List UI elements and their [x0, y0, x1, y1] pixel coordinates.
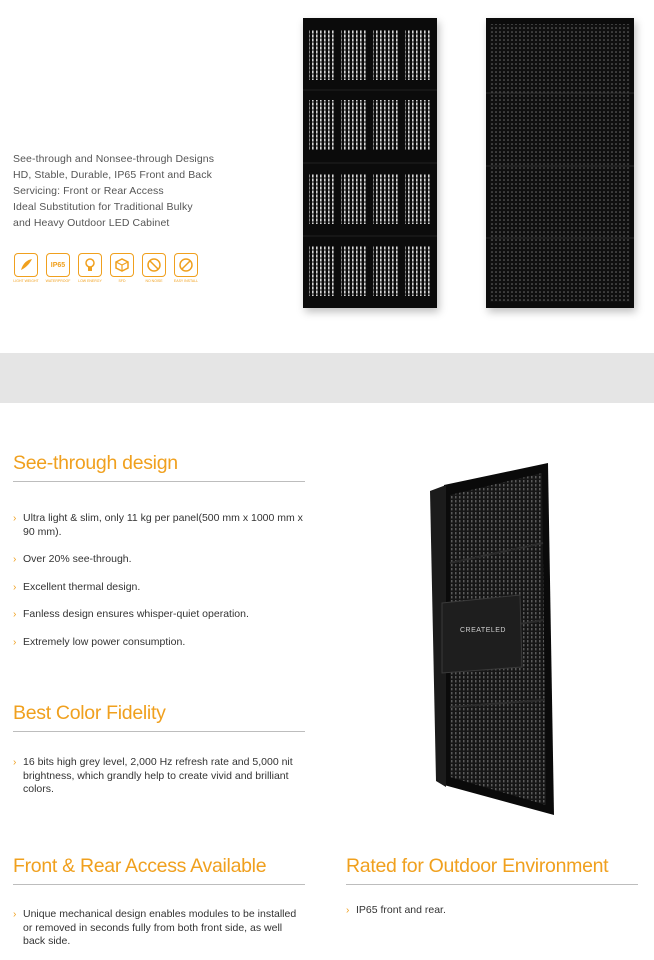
icon-tile-light-weight	[13, 253, 39, 283]
led-panel-back-image	[486, 18, 634, 308]
color-fidelity-list	[13, 756, 305, 811]
chevron-right-icon: ›	[13, 513, 17, 524]
icon-caption: SFD	[118, 279, 126, 283]
easy-install-icon	[174, 253, 198, 277]
front-rear-list	[13, 908, 305, 960]
feature-summary	[13, 151, 293, 231]
feature-line: See-through and Nonsee-through Designs	[13, 153, 215, 165]
cabinet-brand-label: CREATELED	[460, 627, 506, 634]
ip65-glyph: IP65	[50, 261, 66, 269]
feature-line: Ideal Substitution for Traditional Bulky	[13, 201, 193, 213]
list-item	[13, 608, 305, 622]
list-item	[346, 904, 638, 918]
list-item	[13, 756, 305, 797]
list-item	[13, 553, 305, 567]
list-item	[13, 636, 305, 650]
icon-tile-low-energy	[77, 253, 103, 283]
led-cabinet-image	[430, 455, 555, 825]
bullet-text: IP65 front and rear.	[356, 904, 446, 916]
bullet-text: Excellent thermal design.	[23, 580, 141, 593]
waterproof-icon	[46, 253, 70, 277]
title-rule	[346, 884, 638, 885]
title-rule	[13, 884, 305, 885]
icon-caption: EASY INSTALL	[173, 279, 199, 283]
icon-tile-waterproof	[45, 253, 71, 283]
color-fidelity-title: Best Color Fidelity	[13, 702, 166, 724]
low-energy-icon	[78, 253, 102, 277]
title-rule	[13, 731, 305, 732]
chevron-right-icon: ›	[13, 609, 17, 620]
light-weight-icon	[14, 253, 38, 277]
feature-line: Servicing: Front or Rear Access	[13, 185, 164, 197]
chevron-right-icon: ›	[13, 909, 17, 920]
see-through-list	[13, 512, 305, 663]
icon-caption: NO NOISE	[145, 279, 163, 283]
feature-icons	[13, 253, 199, 283]
bullet-text: Fanless design ensures whisper-quiet operation.	[23, 608, 249, 620]
feature-line: and Heavy Outdoor LED Cabinet	[13, 217, 170, 229]
outdoor-list	[346, 904, 638, 932]
feature-line: HD, Stable, Durable, IP65 Front and Back	[13, 169, 212, 181]
bullet-text: Ultra light & slim, only 11 kg per panel(500 mm x 1000 mm x 90 mm).	[23, 512, 303, 538]
section-divider-band	[0, 353, 654, 403]
bullet-text: Over 20% see-through.	[23, 553, 132, 565]
chevron-right-icon: ›	[13, 554, 17, 565]
chevron-right-icon: ›	[13, 636, 17, 648]
icon-caption: WATERPROOF	[45, 279, 71, 283]
see-through-title: See-through design	[13, 452, 178, 474]
chevron-right-icon: ›	[13, 757, 17, 768]
chevron-right-icon: ›	[346, 905, 350, 916]
sfd-icon	[110, 253, 134, 277]
led-panel-front-image	[303, 18, 437, 308]
outdoor-title: Rated for Outdoor Environment	[346, 855, 609, 877]
bullet-text: 16 bits high grey level, 2,000 Hz refresh rate and 5,000 nit brightness, which grandly help to create vivid and brilliant colors.	[23, 756, 293, 795]
list-item	[13, 908, 305, 949]
product-banner	[0, 0, 654, 352]
no-noise-icon	[142, 253, 166, 277]
bullet-text: Unique mechanical design enables modules to be installed or removed in seconds fully from both front side, as well back side.	[23, 908, 297, 947]
list-item	[13, 581, 305, 595]
chevron-right-icon: ›	[13, 581, 17, 593]
bullet-text: Extremely low power consumption.	[23, 635, 186, 648]
icon-caption: LIGHT WEIGHT	[13, 279, 39, 283]
list-item	[13, 512, 305, 539]
icon-tile-easy-install	[173, 253, 199, 283]
front-rear-title: Front & Rear Access Available	[13, 855, 267, 877]
icon-caption: LOW ENERGY	[78, 279, 102, 283]
title-rule	[13, 481, 305, 482]
icon-tile-no-noise	[141, 253, 167, 283]
icon-tile-sfd	[109, 253, 135, 283]
